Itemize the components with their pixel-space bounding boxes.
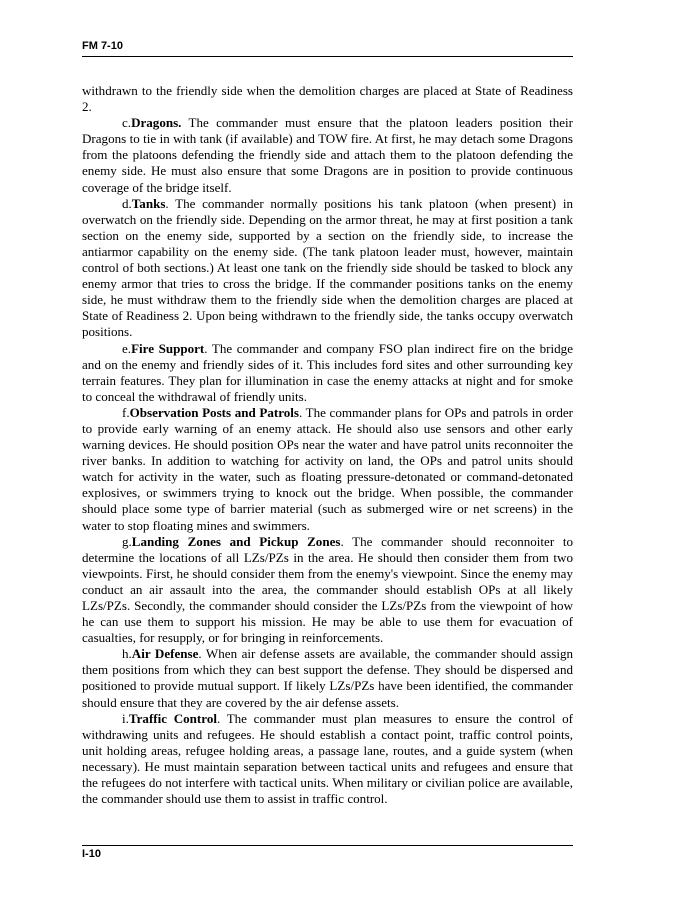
paragraph-tanks <box>82 196 573 341</box>
header-divider <box>82 56 573 57</box>
item-title: Dragons. <box>131 115 182 131</box>
paragraph-landing-zones <box>82 534 573 647</box>
item-letter: d. <box>122 195 132 211</box>
paragraph-air-defense <box>82 646 573 710</box>
item-text: The commander must ensure that the platoon leaders position their Dragons to tie in with tank (if available) and TOW fire. At first, he may detach some Dragons from the platoons defending the friendly side and attach them to the platoon defending the enemy side. He must also ensure that some Dragons are in position to provide continuous coverage of the bridge itself. <box>82 115 573 195</box>
item-letter: h. <box>122 646 132 662</box>
paragraph-fire-support <box>82 341 573 405</box>
item-letter: i. <box>122 710 129 726</box>
item-letter: c. <box>122 115 132 131</box>
item-letter: e. <box>122 340 132 356</box>
item-title: Traffic Control <box>128 710 217 726</box>
item-title: Landing Zones and Pickup Zones <box>131 533 341 549</box>
page-body <box>82 83 573 807</box>
item-title: Tanks <box>131 195 166 211</box>
item-letter: f. <box>122 404 130 420</box>
item-title: Fire Support <box>131 340 205 356</box>
page-number: I-10 <box>82 848 101 860</box>
continuation-paragraph: withdrawn to the friendly side when the demolition charges are placed at State of Readiness 2. <box>82 83 573 115</box>
item-text: . The commander plans for OPs and patrols in order to provide early warning of an enemy attack. He should also use sensors and other early warning devices. He should position OPs near the water and have patrol units reconnoiter the river banks. In addition to watching for activity on land, the OPs and patrol units should watch for activity in the water, such as floating pressure-detonated or command-detonated explosives, or swimmers trying to knock out the bridge. When possible, the commander should place some type of barrier material (such as submerged wire or net screens) in the water to stop floating mines and swimmers. <box>82 404 573 533</box>
paragraph-dragons <box>82 115 573 195</box>
item-text: . When air defense assets are available, the commander should assign them positions from which they can best support the defense. They should be dispersed and positioned to provide mutual support. If likely LZs/PZs have been identified, the commander should ensure that they are covered by the air defense assets. <box>82 646 573 710</box>
item-text: . The commander must plan measures to ensure the control of withdrawing units and refugees. He should establish a contact point, traffic control points, unit holding areas, refugee holding areas, a passage lane, routes, and a guide system (when necessary). He must maintain separation between tactical units and refugees and ensure that the refugees do not interfere with tactical units. When military or civilian police are available, the commander should use them to assist in traffic control. <box>82 710 573 807</box>
paragraph-observation-posts <box>82 405 573 534</box>
running-header: FM 7-10 <box>82 40 123 52</box>
item-text: . The commander should reconnoiter to determine the locations of all LZs/PZs in the area. He should then consider them from two viewpoints. First, he should consider them from the enemy's viewpoint. Since the enemy may conduct an air assault into the area, the commander should establish OPs at all likely LZs/PZs. Secondly, the commander should consider the LZs/PZs from the viewpoint of how he can use them to support his mission. He may be able to use them for evacuation of casualties, for resupply, or for bringing in reinforcements. <box>82 533 573 646</box>
item-letter: g. <box>122 533 132 549</box>
footer-divider <box>82 845 573 846</box>
item-text: . The commander normally positions his tank platoon (when present) in overwatch on the friendly side. Depending on the armor threat, he may at first position a tank section on the enemy side, supported by a section on the friendly side, to increase the antiarmor capability on the enemy side. (The tank platoon leader must, however, maintain control of both sections.) At least one tank on the friendly side should be tasked to block any enemy armor that tries to cross the bridge. If the commander positions tanks on the enemy side, he must withdraw them to the friendly side when the demolition charges are placed at State of Readiness 2. Upon being withdrawn to the friendly side, the tanks occupy overwatch positions. <box>82 195 573 340</box>
item-title: Air Defense <box>131 646 199 662</box>
paragraph-traffic-control <box>82 711 573 808</box>
item-title: Observation Posts and Patrols <box>129 404 299 420</box>
item-text: . The commander and company FSO plan indirect fire on the bridge and on the enemy and friendly sides of it. This includes ford sites and other surrounding key terrain features. They plan for illumination in case the enemy attacks at night and for smoke to conceal the withdrawal of friendly units. <box>82 340 573 404</box>
